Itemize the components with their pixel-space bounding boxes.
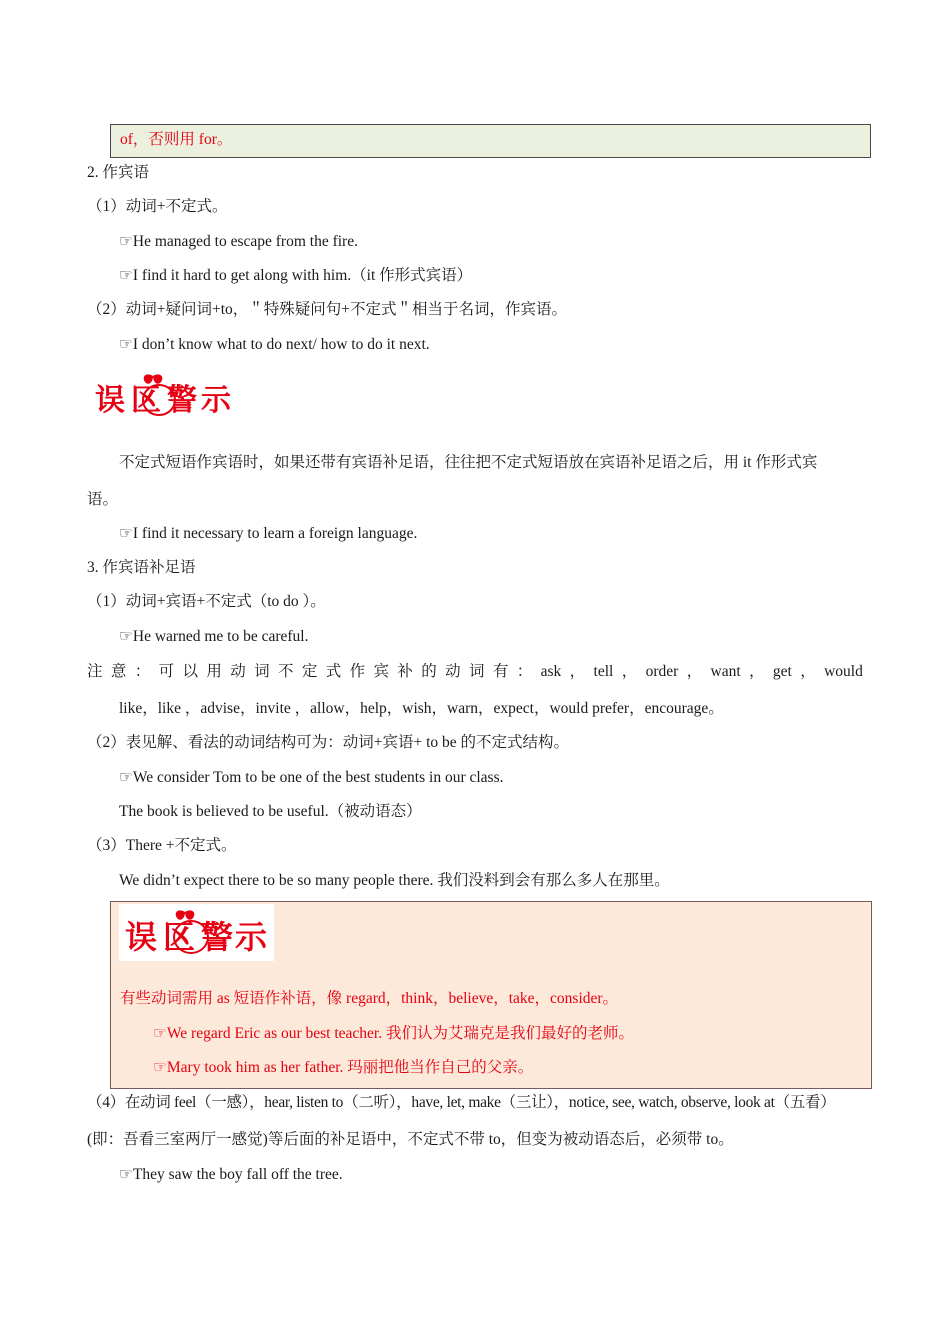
- warning-logo-icon: [95, 370, 235, 420]
- section-2-point-1: （1）动词+不定式。: [87, 198, 228, 215]
- note-word: 以: [182, 663, 199, 680]
- note-word: 动: [445, 663, 461, 680]
- section-4-line-1: （4）在动词 feel（一感），hear, listen to（二听），have, let, make（三让），notice, see, watch, observe, look at（五看）: [87, 1094, 836, 1111]
- warning-text-line-1: 不定式短语作宾语时，如果还带有宾语补足语，往往把不定式短语放在宾语补足语之后，用 it 作形式宾: [119, 454, 818, 471]
- note-word: 可: [158, 663, 175, 680]
- logo-char: 误: [125, 918, 158, 956]
- note-word: order: [645, 663, 679, 680]
- note-word: 宾: [373, 663, 390, 680]
- logo-char: 示: [201, 383, 231, 418]
- warning-text-line-2: 语。: [87, 491, 119, 508]
- example-sentence: ☞I find it necessary to learn a foreign language.: [119, 525, 418, 542]
- warning-logo-icon: [119, 904, 274, 961]
- example-sentence: ☞He managed to escape from the fire.: [119, 233, 358, 250]
- note-word: 用: [206, 663, 222, 680]
- warning-box-example: ☞Mary took him as her father. 玛丽把他当作自己的父亲。: [153, 1059, 534, 1076]
- note-word: ：: [134, 663, 151, 680]
- note-word: 补: [397, 663, 413, 680]
- warning-box-text: 有些动词需用 as 短语作补语，像 regard，think，believe，take，consider。: [120, 990, 619, 1007]
- logo-char: 误: [95, 383, 125, 418]
- example-sentence: ☞I don’t know what to do next/ how to do it next.: [119, 336, 430, 353]
- note-word: 的: [421, 663, 437, 680]
- section-2-heading: 2. 作宾语: [87, 164, 150, 181]
- note-word: 词: [254, 663, 270, 680]
- example-sentence: The book is believed to be useful.（被动语态）: [119, 803, 422, 820]
- note-word: 不: [278, 663, 294, 680]
- section-3-heading: 3. 作宾语补足语: [87, 559, 196, 576]
- logo-char: 警: [201, 918, 234, 956]
- note-word: 式: [325, 663, 342, 680]
- example-sentence: ☞I find it hard to get along with him.（it 作形式宾语）: [119, 267, 473, 284]
- section-3-point-3: （3）There +不定式。: [87, 837, 237, 854]
- note-word: ask: [540, 663, 562, 680]
- example-sentence: We didn’t expect there to be so many people there. 我们没料到会有那么多人在那里。: [119, 872, 670, 889]
- note-word: ，: [800, 663, 816, 680]
- note-word: ，: [569, 663, 586, 680]
- note-word: ，: [749, 663, 765, 680]
- note-line-2: like，like ，advise，invite ，allow，help，wish，warn，expect，would prefer，encourage。: [119, 700, 724, 717]
- section-3-point-1: （1）动词+宾语+不定式（to do ）。: [87, 593, 326, 610]
- logo-char: 警: [167, 383, 197, 418]
- top-note-box: [110, 124, 871, 158]
- note-word: 词: [469, 663, 485, 680]
- note-word: tell: [593, 663, 614, 680]
- section-3-point-2: （2）表见解、看法的动词结构可为：动词+宾语+ to be 的不定式结构。: [87, 734, 570, 751]
- logo-char: 区: [163, 918, 196, 956]
- section-2-point-2: （2）动词+疑问词+to，＂特殊疑问句+不定式＂相当于名词，作宾语。: [87, 301, 568, 318]
- warning-box: [110, 901, 872, 1089]
- section-4-line-2: (即：吾看三室两厅一感觉)等后面的补足语中，不定式不带 to，但变为被动语态后，必须带 to。: [87, 1131, 734, 1148]
- note-word: ，: [621, 663, 638, 680]
- note-word: 有: [492, 663, 509, 680]
- note-word: 动: [230, 663, 246, 680]
- logo-char: 区: [131, 383, 161, 418]
- example-sentence: ☞We consider Tom to be one of the best students in our class.: [119, 769, 504, 786]
- logo-char: 示: [235, 918, 268, 956]
- note-word: 注: [87, 663, 103, 680]
- note-word: get: [772, 663, 792, 680]
- note-word: 定: [301, 663, 318, 680]
- note-line-1: [87, 662, 863, 682]
- example-sentence: ☞They saw the boy fall off the tree.: [119, 1166, 343, 1183]
- note-word: ：: [516, 663, 533, 680]
- note-word: 作: [349, 663, 366, 680]
- note-word: would: [824, 663, 863, 680]
- note-word: want: [710, 663, 741, 680]
- warning-box-example: ☞We regard Eric as our best teacher. 我们认为艾瑞克是我们最好的老师。: [153, 1025, 634, 1042]
- note-word: 意: [110, 663, 127, 680]
- example-sentence: ☞He warned me to be careful.: [119, 628, 309, 645]
- note-word: ，: [686, 663, 703, 680]
- top-note-text: of，否则用 for。: [120, 131, 233, 148]
